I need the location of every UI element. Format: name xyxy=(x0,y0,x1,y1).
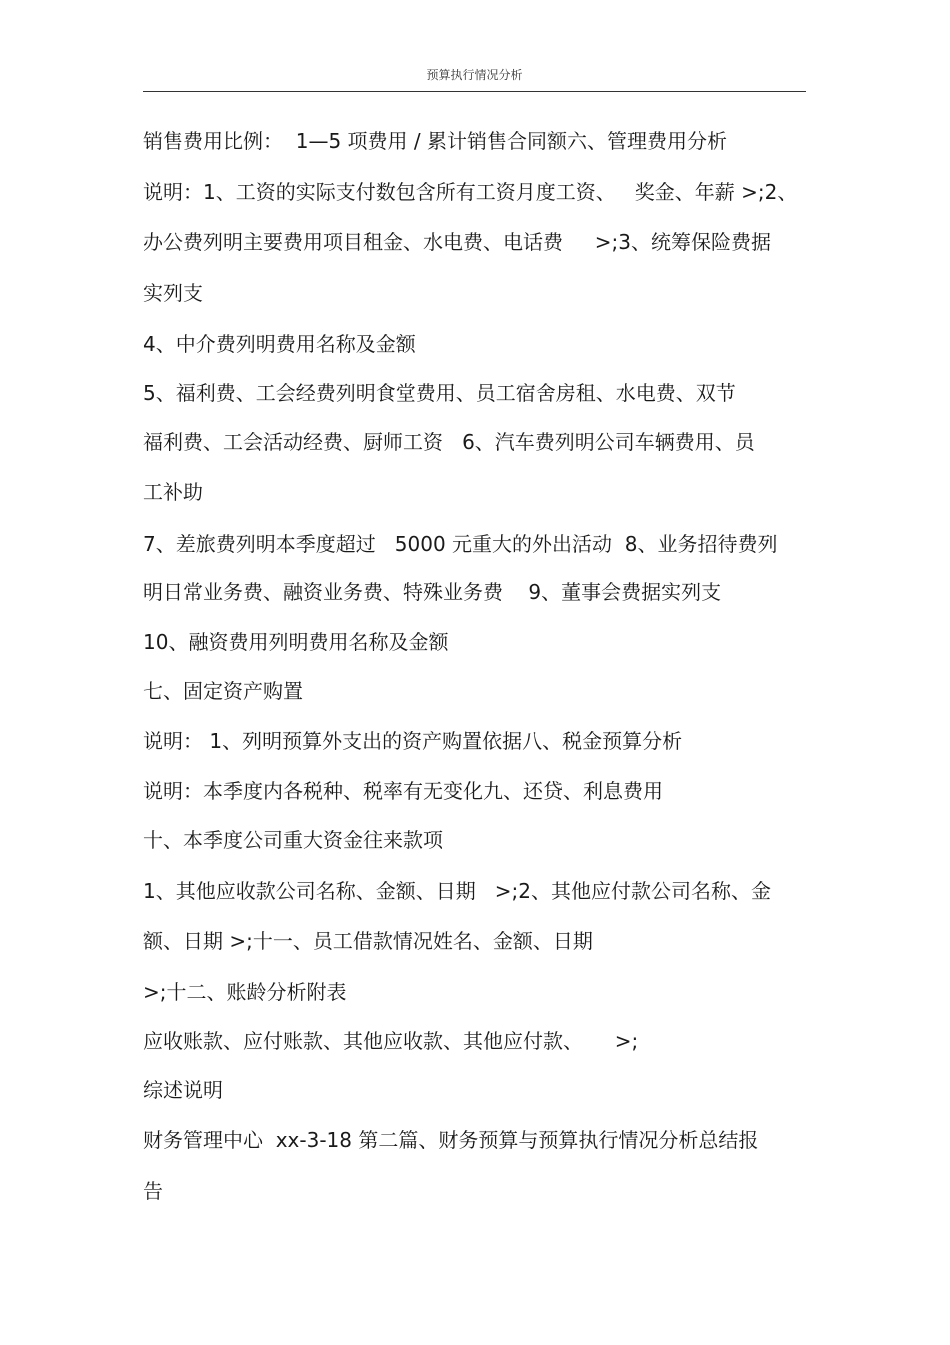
body-line: 额、日期 >;十一、员工借款情况姓名、金额、日期 xyxy=(143,929,593,953)
page-header-title: 预算执行情况分析 xyxy=(426,68,523,82)
body-line: 财务管理中心 xx-3-18 第二篇、财务预算与预算执行情况分析总结报 xyxy=(143,1128,759,1152)
body-line: 销售费用比例： 1—5 项费用 / 累计销售合同额六、管理费用分析 xyxy=(143,129,727,153)
body-line: 工补助 xyxy=(143,480,203,504)
body-line: 告 xyxy=(143,1179,163,1203)
body-line: 福利费、工会活动经费、厨师工资 6、汽车费列明公司车辆费用、员 xyxy=(143,430,755,454)
header-divider xyxy=(143,91,806,92)
body-line: 综述说明 xyxy=(143,1078,223,1102)
body-line: 7、差旅费列明本季度超过 5000 元重大的外出活动 8、业务招待费列 xyxy=(143,532,778,556)
body-line: 5、福利费、工会经费列明食堂费用、员工宿舍房租、水电费、双节 xyxy=(143,381,736,405)
body-line: >;十二、账龄分析附表 xyxy=(143,980,347,1004)
body-line: 说明： 1、列明预算外支出的资产购置依据八、税金预算分析 xyxy=(143,729,683,753)
body-line: 七、固定资产购置 xyxy=(143,679,303,703)
body-line: 4、中介费列明费用名称及金额 xyxy=(143,332,416,356)
body-line: 实列支 xyxy=(143,281,203,305)
body-line: 说明：本季度内各税种、税率有无变化九、还贷、利息费用 xyxy=(143,779,663,803)
body-line: 明日常业务费、融资业务费、特殊业务费 9、董事会费据实列支 xyxy=(143,580,722,604)
body-line: 十、本季度公司重大资金往来款项 xyxy=(143,828,443,852)
body-line: 应收账款、应付账款、其他应收款、其他应付款、 >; xyxy=(143,1029,639,1053)
body-line: 办公费列明主要费用项目租金、水电费、电话费 >;3、统筹保险费据 xyxy=(143,230,772,254)
body-line: 1、其他应收款公司名称、金额、日期 >;2、其他应付款公司名称、金 xyxy=(143,879,772,903)
body-line: 说明：1、工资的实际支付数包含所有工资月度工资、 奖金、年薪 >;2、 xyxy=(143,180,798,204)
body-line: 10、融资费用列明费用名称及金额 xyxy=(143,630,449,654)
